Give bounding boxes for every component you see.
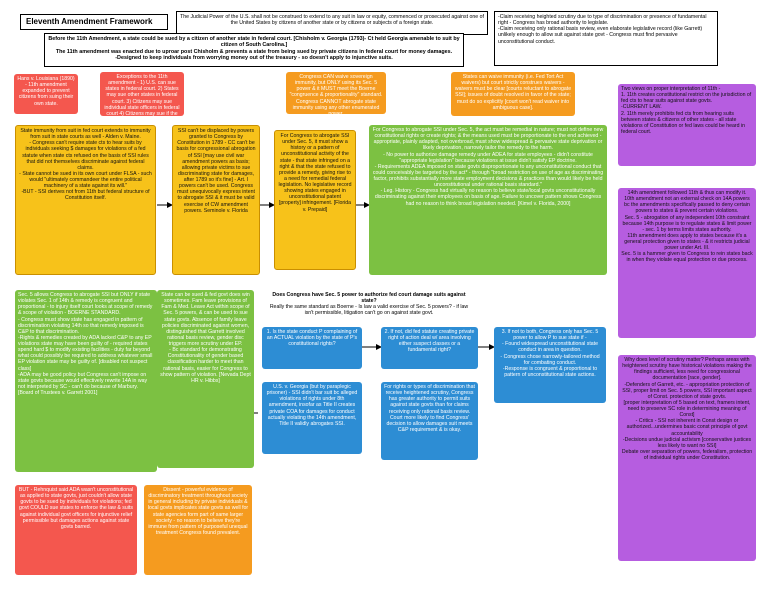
dissent-box: Dissent - powerful evidence of discriminatory treatment throughout society in general including by private individuals & local govts implicates state govts as well for state agencies form part of same larger society - no reason to believe they're immune from pattern of purposeful unequal treatment Congress found prevalent.	[144, 485, 252, 575]
exceptions-box: Exceptions to the 11th amendment - 1) U.S. can sue states in federal court. 2) States may sue other states in federal court. 3) Citizens may sue individual state officers in federal court 4) Citizens may sue if the state has specifically consented.	[100, 72, 184, 116]
why-levels-box: Why does level of scrutiny matter? Perhaps areas with heightened scrutiny have historical violations making the findings sufficient, less need for congressional documentation [race, gender]. -Defenders of Garrett, etc. - appropriation protection of SSI, proper limit on Sec. 5 powers, SSI important aspect of Const. protection of state govts. [proper interpretation of 5 based on text, framers intent, need to preserve SC role in determining meaning of Const] - Critics - SSI not inherent in Const design or authorized...undermines basic const principle of govt accountability -Decisions undue judicial activism [conservative justices less likely to want no SSI] Debate over separation of powers, federalism, protection of individual rights under Constitution.	[618, 355, 756, 561]
blue-step-3: 3. If not to both, Congress only has Sec. 5 power to allow P to sue state if - - Found widespread unconstitutional state conduct in area in question. - Congress chose narrowly-tailored method for combating conduct. -Response is congruent & proportional to pattern of unconstitutional state actions.	[494, 327, 606, 403]
question-box: Does Congress have Sec. 5 power to authorize fed court damage suits against state? Really the same standard as Boerne - Is law a valid exercise of Sec. 5 powers? - if law isn't permissible, litigation can't go on against state govt.	[269, 292, 469, 317]
blue-step-2: 2. If not, did fed statute creating private right of action deal w/ area involving either suspect classes or a fundamental right?	[381, 327, 478, 369]
ssi-abrogation-box: SSI can't be displaced by powers granted to Congress by Constitution in 1789 - CC can't be basis for congressional abrogation of SSI [may use civil war amendment powers as basis; allowing private victims to sue discriminating state for damages, after 1789 so it's fine] - Art. I powers can't be used. Congress must unequivocally express intent to abrogate SSI & it must be valid exercise of CW amendment powers. Seminole v. Florida	[172, 125, 260, 275]
hibbs-box: State can be sued & fed govt does win sometimes. Fam leave provisions of Fam & Med. Leave Act within scope of Sec. 5 powers, & can be used to sue state govts. Absence of family leave policies discriminated against women, distinguished that Garrett involved rational basis review, gender disc triggers more scrutiny under EP. - Bc standard for demonstrating Constitutionality of gender based classification harder to meet than rational basis, easier for Congress to show pattern of violation. [Nevada Dept HR v. Hibbs]	[157, 290, 254, 468]
kimel-box: For Congress to abrogate SSI under Sec. 5, the act must be remedial in nature; must not define new constitutional rights or create rights; & the means used must be proportionate to the end achieved - appropriate, plainly adapted, not overbroad, must show widespread & pervasive state deprivation or likely deprivation, narrowly tailor the remedy to the harm. - No power to authorize damage remedy under ADEA for state employees - didn't constitute "appropriate legislation" because violations at issue didn't satisfy EP doctrine. - Requirements ADEA imposed on state govts disproportionate to any unconstitutional conduct that could conceivably be targeted by the act* - through "broad restriction on use of age as discriminating factor, prohibits substantially more state employment decisions & practices than would likely be held unconstitutional under rational basis standard." - Leg. History - Congress had virtually no reason to believe state/local govts unconstitutionally discriminating against their employees on basis of age. Failure to uncover pattern shows Congress had no reason to think broad legislation needed. [Kimel v. Florida, 2000]	[369, 125, 607, 275]
sec5-pattern-box: For Congress to abrogate SSI under Sec. 5, it must show a history or a pattern of unconstitutional activity of the state - that state infringed on a right & that the state refused to provide a remedy, giving rise to a need for remedial federal legislation. No legislative record showing states engaged in unconstitutional patent [property] infringement. [Florida v. Prepaid]	[274, 130, 356, 270]
state-immunity-box: State immunity from suit in fed court extends to immunity from suit in state courts as well - Alden v. Maine. - Congress can't require state cts to hear suits by individuals seeking $ damages for violations of a fed statute when state cts refused on the basis of SSI rules that did not themselves discriminate against federal claims. - State cannot be sued in its own court under FLSA - such would "ultimately commandeer the entire political machinery of a state against its will." -BUT - SSI derives not from 11th but federal structure of Constitution itself.	[15, 125, 156, 275]
heightened-scrutiny-blue: For rights or types of discrimination that receive heightened scrutiny, Congress has greater authority to permit suits against state govts than for claims receiving only rational basis review. Court more likely to find Congress' decision to allow damages suit meets C&P requirement & is okay.	[381, 382, 478, 460]
heightened-scrutiny-note: -Claim receiving heighted scrutiny due to type of discrimination or presence of fundamental right - Congress has broad authority to legislate. -Claim receiving only rational basis review, even elaborate legislative record (like Garrett) unlikely enough to allow suit against state govt - Congress must find pervasive unconstitutional conduct.	[494, 11, 718, 66]
history-box: Before the 11th Amendment, a state could be sued by a citizen of another state in federal court. [Chisholm v. Georgia (1793)- Ct held Georgia amenable to suit by citizen of South Carolina.] The 11th amendment was enacted due to uproar post Chisholm & prevents a state from being sued by private citizens in federal court for money damages. -Designed to keep individuals from worrying money out of the treasury - so doesn't apply to injunctive suits.	[44, 33, 464, 67]
blue-step-1: 1. Is the state conduct P complaining of an ACTUAL violation by the state of P's constitutional rights?	[262, 327, 362, 369]
congress-waive-box: Congress CAN waive sovereign immunity, but ONLY using its Sec. 5 power & it MUST meet the Boerne "congruence & proportionality" standard. Congress CANNOT abrogate state immunity using any other enumerated power.	[286, 72, 386, 114]
state-waivers-box: States can waive immunity (i.e. Fed Tort Act waivers) but court strictly construes waivers - waivers must be clear [courts reluctant to abrogate SSI]; issues of doubt resolved in favor of the state; must do so explicitly [court won't read waiver into ambiguous case].	[451, 72, 575, 116]
amendment-text: The Judicial Power of the U.S. shall not be construed to extend to any suit in law or equity, commenced or prosecuted against one of the United States by citizens of another state or by citizens or subjects of a foreign state.	[176, 11, 488, 35]
garrett-box: Sec. 5 allows Congress to abrogate SSI but ONLY if state violates Sec. 1 of 14th & remedy is congruent and proportional - to injury itself court looks at scope of remedy & scope of violation - BOERNE STANDARD. - Congress must show state has engaged in pattern of discrimination violating 14th so that remedy imposed is C&P to that discrimination. -Rights & remedies created by ADA lacked C&P to any EP violations state may have been guilty of - required states spend hard $ to modify existing facilities - duty far beyond what could possibly be required to address whatever small EP violation state may be guilty of. [disabled not suspect class] -ADA may be good policy but Congress can't impose on state govts because would effectively rewrite 14A in way not interpreted by SC - can't do because of Marbury. [Board of Trustees v. Garrett 2001]	[15, 290, 157, 472]
two-views-box: Two views on proper interpretation of 11th - 1. 11th creates constitutional restrict on the jurisdiction of fed cts to hear suits against state govts. -CURRENT LAW. 2. 11th merely prohibits fed cts from hearing suits between states & citizens of other states - all state violations of Constitution or fed laws could be heard in federal court.	[618, 84, 756, 166]
page-title: Eleventh Amendment Framework	[20, 14, 168, 30]
rehnquist-box: BUT - Rehnquist said ADA wasn't unconstitutional as applied to state govts, just couldn't allow state govts to be sued by individuals for violations; fed govt COULD sue states to enforce the law & suits against individual govt officers for injunctive relief permissible but damages actions against state govts barred.	[15, 485, 137, 575]
us-v-georgia-box: U.S. v. Georgia (but by paraplegic prisoner) - SSI didn't bar suit bc alleged violations of rights under 8th amendment, insofar as Title II creates private COA for damages for conduct actually violating the 14th amendment, Title II validly abrogates SSI.	[262, 382, 362, 454]
fourteenth-amendment-box: 14th amendment followed 11th & thus can modify it. 10th amendment not an external check on 14A powers bc the amendments specifically passed to deny certain powers to states & prevent certain violations. Sec. 5 - abrogation of any independent 10th constraint because 14th purpose is to regulate states & limit power - sec. 1 by terms limits states authority. 11th amendment does apply to states because it's a general protection given to states - & it restricts judicial power under Art. III. Sec. 5 is a hammer given to Congress to rein states back in when they violate equal protection or due process.	[618, 188, 756, 338]
hans-v-louisiana: Hans v. Louisiana (1890) - 11th amendment expanded to prevent citizens from suing their own state.	[14, 74, 78, 114]
